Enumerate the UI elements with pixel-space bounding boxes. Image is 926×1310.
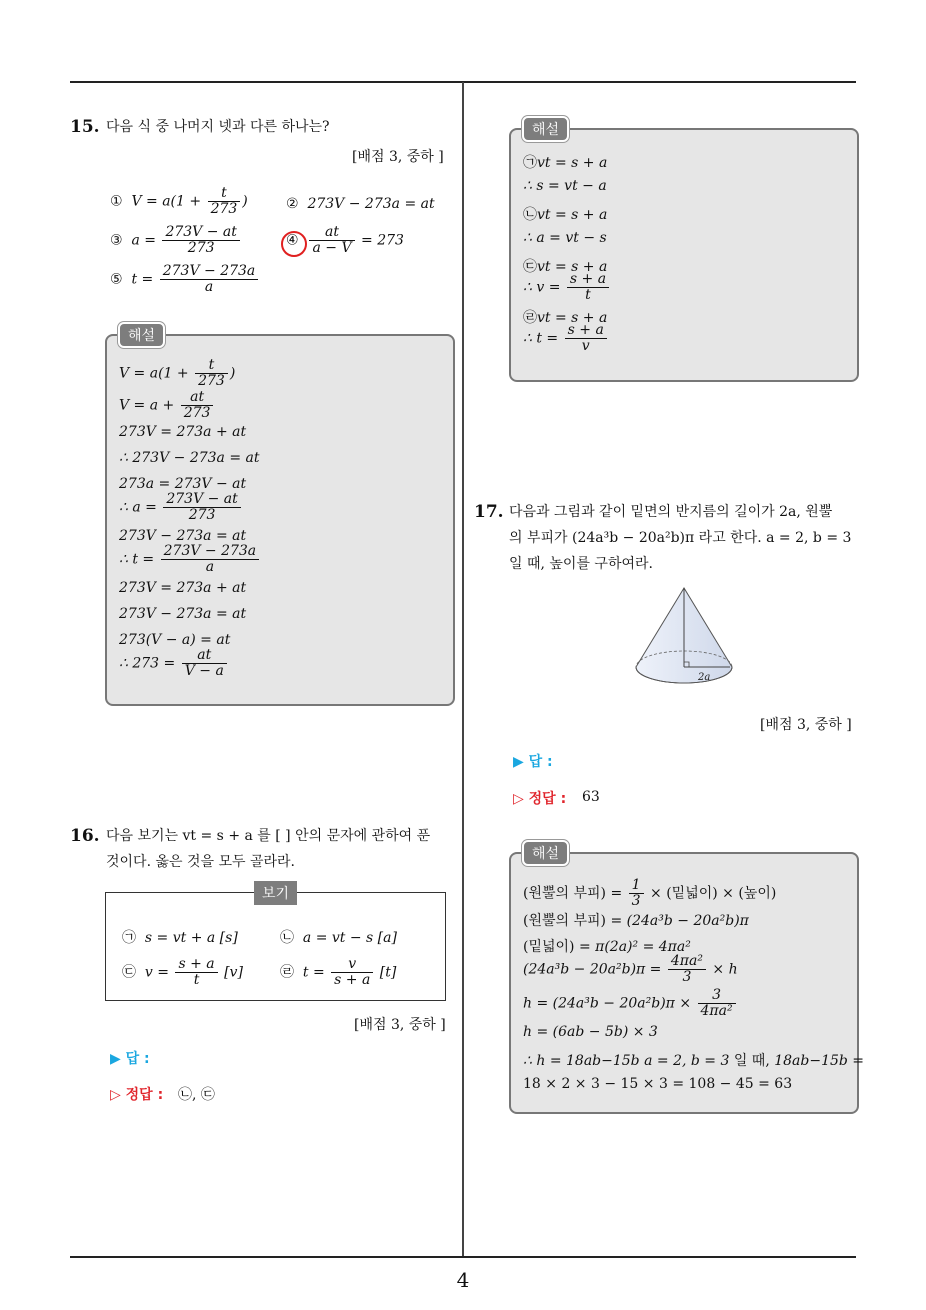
q16-text-line1: 다음 보기는 vt = s + a 를 [ ] 안의 문자에 관하여 푼: [106, 828, 431, 844]
q17-sol-line-8: 18 × 2 × 3 − 15 × 3 = 108 − 45 = 63: [523, 1076, 793, 1092]
q16-sol-line-2: ∴ s = vt − a: [523, 178, 607, 194]
q17-text-line3: 일 때, 높이를 구하여라.: [509, 556, 653, 572]
q16-bogi-tag: 보기: [254, 881, 297, 905]
q16-solution-box: [509, 128, 859, 382]
q15-option-1[interactable]: ① V = a(1 + $\frac{t}{273}$ ): [110, 185, 248, 217]
q15-sol-line-9: 273V = 273a + at: [119, 580, 247, 596]
q15-option-5[interactable]: ⑤ t = $\frac{273V - 273a}{a}$: [110, 264, 260, 295]
q15-sol-line-6: ∴ a = $\frac{273V - at}{273}$: [119, 492, 243, 523]
q15-sol-line-2: V = a + $\frac{at}{273}$: [119, 390, 215, 421]
q16-sol-line-5: ㉢vt = s + a: [523, 259, 608, 275]
column-divider: [462, 82, 464, 1258]
q15-sol-line-1: V = a(1 + $\frac{t}{273}$ ): [119, 357, 236, 389]
page-number: 4: [456, 1268, 470, 1292]
cone-figure: [630, 585, 740, 690]
q17-sol-line-2: (원뿔의 부피) = (24a³b − 20a²b)π: [523, 913, 749, 929]
q17-solution-box: [509, 852, 865, 1114]
q15-sol-line-3: 273V = 273a + at: [119, 424, 247, 440]
q16-sol-line-8: ∴ t = $\frac{s + a}{v}$: [523, 323, 609, 354]
q15-option-4[interactable]: ④ $\frac{at}{a - V}$ = 273: [286, 224, 404, 256]
q16-sol-line-3: ㉡vt = s + a: [523, 207, 608, 223]
q15-sol-line-5: 273a = 273V − at: [119, 476, 247, 492]
q16-sol-line-6: ∴ v = $\frac{s + a}{t}$: [523, 272, 611, 303]
q17-answer-label: ▶ 답 :: [513, 754, 553, 770]
q15-sol-line-4: ∴ 273V − 273a = at: [119, 450, 260, 466]
q17-sol-line-3: (밑넓이) = π(2a)² = 4πa²: [523, 939, 691, 955]
q17-sol-line-1: (원뿔의 부피) = $\frac{1}{3}$ × (밑넓이) × (높이): [523, 877, 777, 909]
q15-sol-line-7: 273V − 273a = at: [119, 528, 247, 544]
q15-solution-tag: 해설: [118, 322, 165, 348]
q17-sol-line-6: h = (6ab − 5b) × 3: [523, 1024, 658, 1040]
q16-bogi-1: ㉠ s = vt + a [s]: [122, 930, 238, 946]
footer-rule: [70, 1256, 856, 1258]
q16-score: [배점 3, 중하 ]: [354, 1017, 446, 1033]
q17-correct-label: ▷ 정답 :: [513, 791, 567, 807]
q16-solution-tag: 해설: [522, 116, 569, 142]
q17-text-line1: 다음과 그림과 같이 밑면의 반지름의 길이가 2a, 원뿔: [509, 504, 833, 520]
q15-number: 15.: [70, 117, 100, 137]
q16-correct-value: ㉡, ㉢: [178, 1087, 215, 1103]
q17-text-line2: 의 부피가 (24a³b − 20a²b)π 라고 한다. a = 2, b = 3: [509, 530, 852, 546]
q16-sol-line-4: ∴ a = vt − s: [523, 230, 607, 246]
q15-text: 다음 식 중 나머지 넷과 다른 하나는?: [106, 119, 330, 135]
q15-sol-line-8: ∴ t = $\frac{273V - 273a}{a}$: [119, 544, 261, 575]
cone-radius-label: 2a: [698, 672, 711, 683]
q17-sol-line-5: h = (24a³b − 20a²b)π × $\frac{3}{\text{4πa²}}$: [523, 988, 738, 1019]
q16-correct-label: ▷ 정답 :: [110, 1087, 164, 1103]
q15-score: [배점 3, 중하 ]: [352, 149, 444, 165]
q16-number: 16.: [70, 826, 100, 846]
q15-option-2[interactable]: ② 273V − 273a = at: [286, 196, 435, 212]
q15-sol-line-12: ∴ 273 = $\frac{at}{V - a}$: [119, 648, 229, 679]
q17-score: [배점 3, 중하 ]: [760, 717, 852, 733]
q17-correct-value: 63: [582, 789, 600, 805]
q16-text-line2: 것이다. 옳은 것을 모두 골라라.: [106, 854, 295, 870]
q15-option-3[interactable]: ③ a = $\frac{273V - at}{273}$: [110, 225, 242, 256]
q16-sol-line-7: ㉣vt = s + a: [523, 310, 608, 326]
q15-sol-line-11: 273(V − a) = at: [119, 632, 231, 648]
q16-sol-line-1: ㉠vt = s + a: [523, 155, 608, 171]
q16-bogi-2: ㉡ a = vt − s [a]: [280, 930, 397, 946]
q15-solution-box: [105, 334, 455, 706]
q15-sol-line-10: 273V − 273a = at: [119, 606, 247, 622]
q17-number: 17.: [474, 502, 504, 522]
q16-bogi-box: [105, 892, 446, 1001]
q16-bogi-3: ㉢ v = $\frac{s + a}{t}$ [v]: [122, 956, 243, 988]
q17-solution-tag: 해설: [522, 840, 569, 866]
q16-answer-label: ▶ 답 :: [110, 1051, 150, 1067]
q17-sol-line-4: (24a³b − 20a²b)π = $\frac{\text{4πa²}}{3}$ × h: [523, 953, 738, 985]
q17-sol-line-7: ∴ h = 18ab−15b a = 2, b = 3 일 때, 18ab−15b =: [523, 1053, 865, 1069]
q16-bogi-4: ㉣ t = $\frac{v}{s + a}$ [t]: [280, 956, 397, 988]
